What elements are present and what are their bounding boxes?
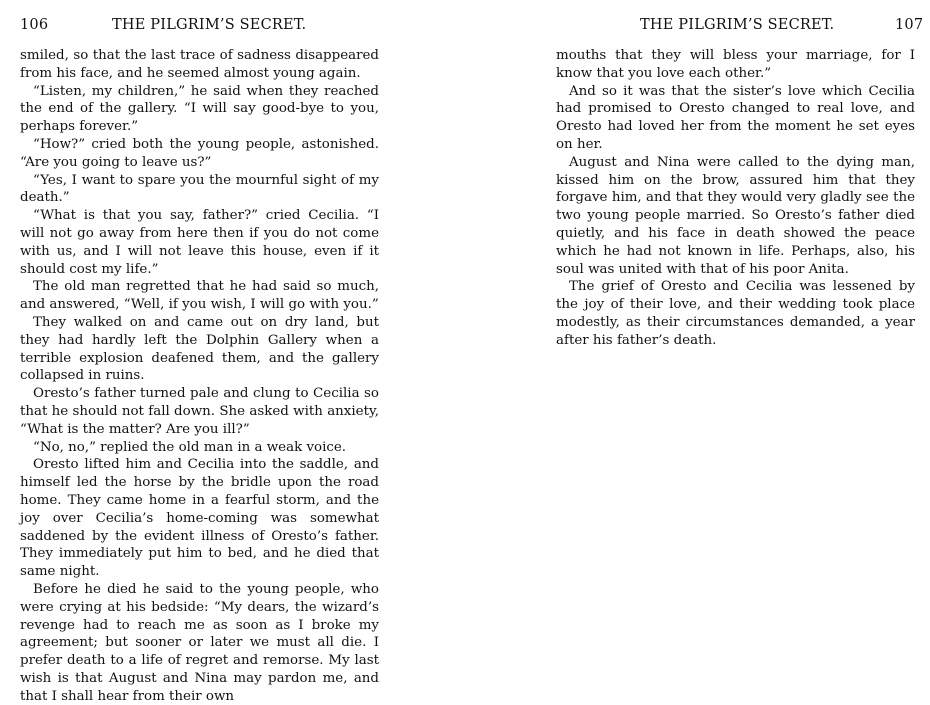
paragraph: Before he died he said to the young people, who were crying at his bedside: “My dears, the wizard’s revenge had to reach me as soon as I broke my agreement; but sooner or later we must all die. I prefer death to a life of regret and remorse. My last wish is that August and Nina may pardon me, and that I shall hear from their own bbox=[20, 581, 379, 704]
right-page-body bbox=[556, 47, 915, 350]
paragraph: The old man regretted that he had said so much, and answered, “Well, if you wish, I will go with you.” bbox=[20, 279, 379, 313]
paragraph: “Yes, I want to spare you the mournful sight of my death.” bbox=[20, 172, 379, 206]
left-page-body bbox=[20, 47, 379, 705]
paragraph: “No, no,” replied the old man in a weak voice. bbox=[33, 439, 347, 455]
paragraph: mouths that they will bless your marriage, for I know that you love each other.” bbox=[556, 48, 915, 81]
paragraph: “How?” cried both the young people, astonished. “Are you going to leave us?” bbox=[20, 136, 379, 170]
page-number: 107 bbox=[895, 17, 924, 33]
paragraph: They walked on and came out on dry land, but they had hardly left the Dolphin Gallery when a terrible explosion deafened them, and the gallery collapsed in ruins. bbox=[20, 314, 379, 384]
running-title: THE PILGRIM’S SECRET. bbox=[640, 17, 835, 33]
page-number: 106 bbox=[20, 17, 49, 33]
paragraph: August and Nina were called to the dying man, kissed him on the brow, assured him that they forgave him, and that they would very gladly see the two young people married. So Oresto’s father died quietly, and his face in death showed the peace which he had not known in life. Perhaps, also, his soul was united with that of his poor Anita. bbox=[556, 154, 915, 277]
paragraph: Oresto’s father turned pale and clung to Cecilia so that he should not fall down. She asked with anxiety, “What is the matter? Are you ill?” bbox=[20, 386, 379, 437]
paragraph: Oresto lifted him and Cecilia into the saddle, and himself led the horse by the bridle upon the road home. They came home in a fearful storm, and the joy over Cecilia’s home-coming was somewhat saddened by the evident illness of Oresto’s father. They immediately put him to bed, and he died that same night. bbox=[20, 457, 379, 580]
paragraph: “What is that you say, father?” cried Cecilia. “I will not go away from here then if you do not come with us, and I will not leave this house, even if it should cost my life.” bbox=[20, 208, 379, 277]
paragraph: And so it was that the sister’s love which Cecilia had promised to Oresto changed to real love, and Oresto had loved her from the moment he set eyes on her. bbox=[556, 83, 915, 152]
right-page bbox=[465, 0, 930, 596]
left-page bbox=[0, 0, 465, 704]
paragraph: smiled, so that the last trace of sadness disappeared from his face, and he seemed almost young again. bbox=[20, 48, 379, 81]
running-title: THE PILGRIM’S SECRET. bbox=[112, 17, 307, 33]
paragraph: “Listen, my children,” he said when they reached the end of the gallery. “I will say good-bye to you, perhaps forever.” bbox=[20, 83, 379, 135]
paragraph: The grief of Oresto and Cecilia was lessened by the joy of their love, and their wedding took place modestly, as their circumstances demanded, a year after his father’s death. bbox=[556, 279, 915, 348]
